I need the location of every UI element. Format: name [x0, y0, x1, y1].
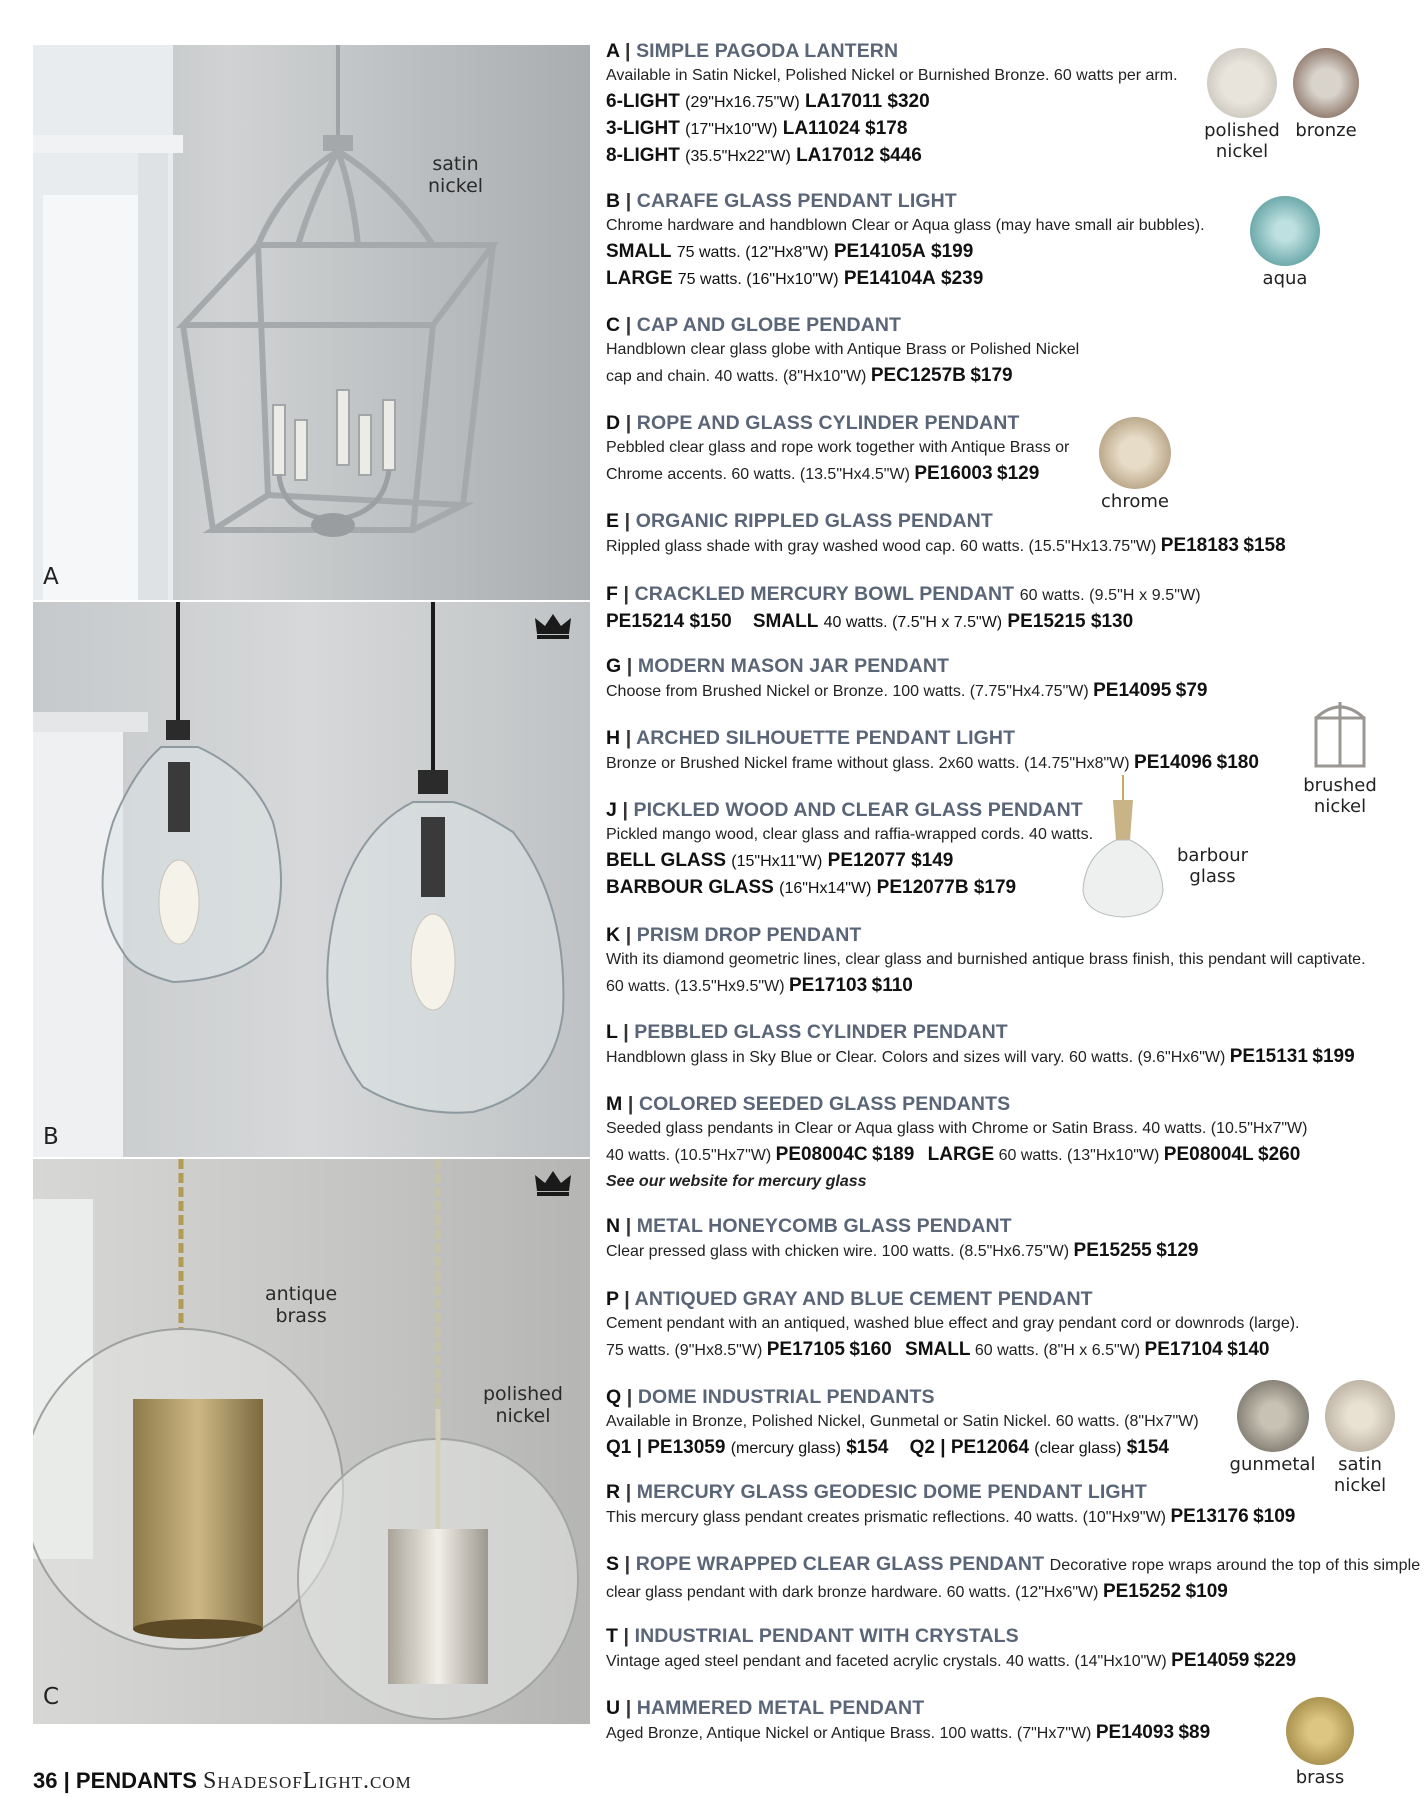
price-line: cap and chain. 40 watts. (8"Hx10"W) PEC1257B $179 — [606, 365, 1013, 386]
thumb-aqua: aqua — [1245, 196, 1325, 289]
thumb-polished-nickel: polished nickel — [1192, 48, 1292, 162]
product-k — [606, 924, 1396, 1000]
price-line: Rippled glass shade with gray washed wood cap. 60 watts. (15.5"Hx13.75"W) PE18183 $158 — [606, 535, 1286, 556]
price-line: Aged Bronze, Antique Nickel or Antique Brass. 100 watts. (7"Hx7"W) PE14093 $89 — [606, 1722, 1211, 1743]
product-title: K | PRISM DROP PENDANT — [606, 924, 862, 946]
photo-c-letter: C — [43, 1684, 60, 1710]
product-g — [606, 655, 1396, 705]
section-name: PENDANTS — [75, 1768, 197, 1793]
product-title: J | PICKLED WOOD AND CLEAR GLASS PENDANT — [606, 799, 1083, 821]
thumb-bronze: bronze — [1285, 48, 1367, 141]
product-r — [606, 1481, 1396, 1531]
aqua-swatch — [1250, 196, 1320, 266]
product-title: D | ROPE AND GLASS CYLINDER PENDANT — [606, 412, 1020, 434]
product-title: L | PEBBLED GLASS CYLINDER PENDANT — [606, 1021, 1008, 1043]
price-line: 3-LIGHT (17"Hx10"W) LA11024 $178 — [606, 118, 908, 139]
product-description: With its diamond geometric lines, clear glass and burnished antique brass finish, this pendant will captivate. — [606, 951, 1366, 968]
brass-swatch — [1286, 1697, 1354, 1765]
product-title: E | ORGANIC RIPPLED GLASS PENDANT — [606, 510, 993, 532]
product-title: H | ARCHED SILHOUETTE PENDANT LIGHT — [606, 727, 1016, 749]
product-title: F | CRACKLED MERCURY BOWL PENDANT 60 watts. (9.5"H x 9.5"W) — [606, 583, 1201, 605]
price-line: LARGE 75 watts. (16"Hx10"W) PE14104A $239 — [606, 268, 984, 289]
satin-nickel-swatch — [1325, 1380, 1395, 1452]
product-title: M | COLORED SEEDED GLASS PENDANTS — [606, 1093, 1011, 1115]
product-title: P | ANTIQUED GRAY AND BLUE CEMENT PENDANT — [606, 1288, 1093, 1310]
product-f — [606, 583, 1396, 636]
price-line: Chrome accents. 60 watts. (13.5"Hx4.5"W) PE16003 $129 — [606, 463, 1040, 484]
thumb-gunmetal: gunmetal — [1225, 1380, 1320, 1475]
price-line: 60 watts. (13.5"Hx9.5"W) PE17103 $110 — [606, 975, 913, 996]
photo-c-finish-label-left: antique brass — [265, 1283, 338, 1327]
price-line: This mercury glass pendant creates prismatic reflections. 40 watts. (10"Hx9"W) PE13176 $109 — [606, 1506, 1296, 1527]
price-line: BARBOUR GLASS (16"Hx14"W) PE12077B $179 — [606, 877, 1017, 898]
price-line: Bronze or Brushed Nickel frame without glass. 2x60 watts. (14.75"Hx8"W) PE14096 $180 — [606, 752, 1259, 773]
product-d — [606, 412, 1396, 488]
product-description: Pebbled clear glass and rope work together with Antique Brass or — [606, 439, 1070, 456]
price-line: Choose from Brushed Nickel or Bronze. 100 watts. (7.75"Hx4.75"W) PE14095 $79 — [606, 680, 1208, 701]
price-line: Clear pressed glass with chicken wire. 100 watts. (8.5"Hx6.75"W) PE15255 $129 — [606, 1240, 1199, 1261]
chrome-swatch — [1099, 417, 1171, 489]
page-footer: 36 | PENDANTS ShadesofLight.com — [33, 1768, 412, 1794]
gunmetal-swatch — [1237, 1380, 1309, 1452]
product-title: U | HAMMERED METAL PENDANT — [606, 1697, 925, 1719]
thumb-brushed-nickel: brushed nickel — [1300, 700, 1380, 817]
thumb-satin-nickel: satin nickel — [1320, 1380, 1400, 1496]
product-title: N | METAL HONEYCOMB GLASS PENDANT — [606, 1215, 1012, 1237]
product-title: B | CARAFE GLASS PENDANT LIGHT — [606, 190, 957, 212]
product-title: A | SIMPLE PAGODA LANTERN — [606, 40, 899, 62]
photo-a-letter: A — [43, 564, 59, 590]
price-line: PE15214 $150 SMALL 40 watts. (7.5"H x 7.5"W) PE15215 $130 — [606, 611, 1134, 632]
product-u — [606, 1697, 1396, 1747]
product-t — [606, 1625, 1396, 1675]
product-m — [606, 1093, 1396, 1195]
thumb-barbour-glass: barbour glass — [1075, 775, 1255, 920]
crown-icon — [533, 1169, 573, 1197]
price-line: Q1 | PE13059 (mercury glass) $154 Q2 | PE12064 (clear glass) $154 — [606, 1437, 1169, 1458]
photo-c-finish-label-right: polished nickel — [483, 1383, 563, 1427]
product-description: Seeded glass pendants in Clear or Aqua glass with Chrome or Satin Brass. 40 watts. (10.5"Hx7"W) — [606, 1120, 1308, 1137]
price-line: 8-LIGHT (35.5"Hx22"W) LA17012 $446 — [606, 145, 922, 166]
product-j — [606, 799, 1396, 902]
crown-icon — [533, 612, 573, 640]
thumb-brass: brass — [1280, 1697, 1360, 1788]
product-h — [606, 727, 1396, 777]
product-s — [606, 1553, 1421, 1606]
product-title: Q | DOME INDUSTRIAL PENDANTS — [606, 1386, 935, 1408]
product-c — [606, 314, 1396, 390]
product-note: See our website for mercury glass — [606, 1173, 867, 1190]
price-line: 75 watts. (9"Hx8.5"W) PE17105 $160 SMALL 60 watts. (8"H x 6.5"W) PE17104 $140 — [606, 1339, 1270, 1360]
barbour-glass-swatch — [1075, 775, 1170, 920]
product-n — [606, 1215, 1396, 1265]
product-title: S | ROPE WRAPPED CLEAR GLASS PENDANT Decorative rope wraps around the top of this simple — [606, 1553, 1421, 1575]
price-line: Vintage aged steel pendant and faceted acrylic crystals. 40 watts. (14"Hx10"W) PE14059 $229 — [606, 1650, 1297, 1671]
price-line: Handblown glass in Sky Blue or Clear. Colors and sizes will vary. 60 watts. (9.6"Hx6"W) PE15131 $199 — [606, 1046, 1355, 1067]
price-line: 6-LIGHT (29"Hx16.75"W) LA17011 $320 — [606, 91, 930, 112]
arched-silhouette-swatch — [1302, 700, 1378, 770]
product-title: R | MERCURY GLASS GEODESIC DOME PENDANT LIGHT — [606, 1481, 1147, 1503]
price-line: SMALL 75 watts. (12"Hx8"W) PE14105A $199 — [606, 241, 974, 262]
price-line: 40 watts. (10.5"Hx7"W) PE08004C $189 LARGE 60 watts. (13"Hx10"W) PE08004L $260 — [606, 1144, 1301, 1165]
product-description: Pickled mango wood, clear glass and raffia-wrapped cords. 40 watts. — [606, 826, 1094, 843]
page-number: 36 — [33, 1768, 58, 1793]
polished-nickel-swatch — [1207, 48, 1277, 118]
product-title: G | MODERN MASON JAR PENDANT — [606, 655, 950, 677]
product-description: Handblown clear glass globe with Antique Brass or Polished Nickel — [606, 341, 1080, 358]
product-title: T | INDUSTRIAL PENDANT WITH CRYSTALS — [606, 1625, 1019, 1647]
photo-c-globe-pendants — [33, 1159, 590, 1724]
price-line: BELL GLASS (15"Hx11"W) PE12077 $149 — [606, 850, 954, 871]
photo-b-carafe-pendants — [33, 602, 590, 1157]
product-title: C | CAP AND GLOBE PENDANT — [606, 314, 902, 336]
thumb-chrome: chrome — [1095, 417, 1175, 512]
bronze-swatch — [1293, 48, 1359, 118]
product-description: Chrome hardware and handblown Clear or Aqua glass (may have small air bubbles). — [606, 217, 1205, 234]
product-l — [606, 1021, 1396, 1071]
product-description: Available in Satin Nickel, Polished Nickel or Burnished Bronze. 60 watts per arm. — [606, 67, 1178, 84]
product-p — [606, 1288, 1396, 1364]
website-link[interactable]: ShadesofLight.com — [203, 1768, 412, 1794]
photo-a-pagoda-lantern — [33, 45, 590, 600]
product-e — [606, 510, 1396, 560]
product-description: Cement pendant with an antiqued, washed blue effect and gray pendant cord or downrods (large). — [606, 1315, 1300, 1332]
photo-a-finish-label: satin nickel — [428, 153, 484, 197]
price-line: clear glass pendant with dark bronze hardware. 60 watts. (12"Hx6"W) PE15252 $109 — [606, 1581, 1228, 1602]
photo-b-letter: B — [43, 1124, 59, 1150]
product-description: Available in Bronze, Polished Nickel, Gunmetal or Satin Nickel. 60 watts. (8"Hx7"W) — [606, 1413, 1199, 1430]
